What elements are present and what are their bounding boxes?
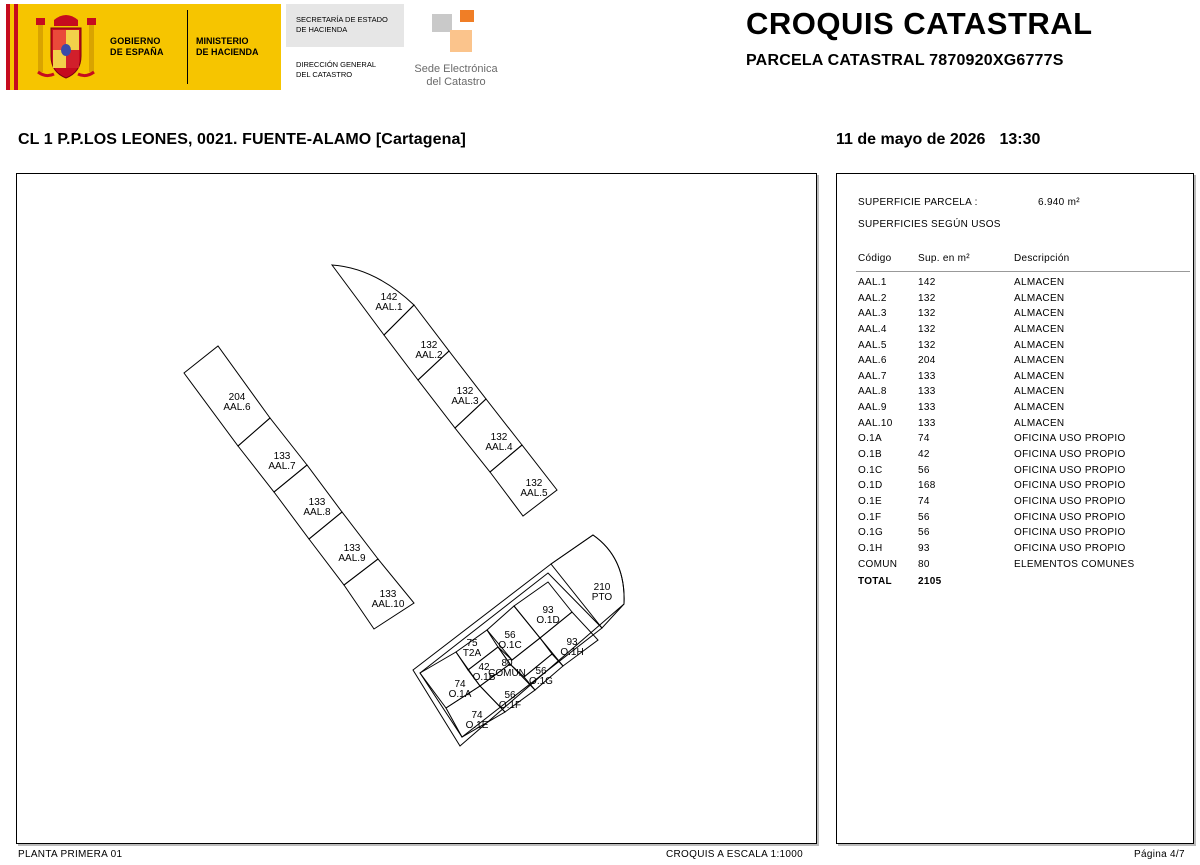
map-label-area: 56 bbox=[504, 690, 516, 701]
cell-sup: 42 bbox=[918, 449, 930, 461]
map-label-area: 74 bbox=[471, 710, 483, 721]
cell-desc: OFICINA USO PROPIO bbox=[1014, 495, 1126, 507]
parcel-aal-4 bbox=[455, 399, 522, 472]
map-label-code: O.1B bbox=[472, 672, 496, 683]
cell-desc: ALMACEN bbox=[1014, 402, 1065, 414]
cell-codigo: AAL.8 bbox=[858, 386, 887, 398]
cell-desc: ALMACEN bbox=[1014, 292, 1065, 304]
map-label-area: 142 bbox=[380, 292, 398, 303]
cell-sup: 142 bbox=[918, 277, 936, 288]
map-label-code: PTO bbox=[591, 592, 613, 603]
map-label-code: AAL.8 bbox=[303, 507, 331, 518]
map-label-area: 132 bbox=[490, 432, 508, 443]
date-time bbox=[836, 131, 1040, 149]
map-label-area: 133 bbox=[343, 543, 361, 554]
table-row bbox=[858, 478, 1188, 494]
cell-sup: 168 bbox=[918, 480, 936, 492]
map-label-area: 42 bbox=[478, 662, 490, 673]
direccion-text: DIRECCIÓN GENERAL DEL CATASTRO bbox=[296, 60, 377, 79]
cell-codigo: AAL.6 bbox=[858, 355, 887, 367]
cell-sup: 133 bbox=[918, 370, 936, 382]
cell-desc: OFICINA USO PROPIO bbox=[1014, 542, 1126, 554]
cell-desc: OFICINA USO PROPIO bbox=[1014, 527, 1126, 539]
gobierno-text: GOBIERNO DE ESPAÑA bbox=[110, 36, 164, 57]
map-label-code: O.1A bbox=[448, 689, 472, 700]
map-label-area: 80 bbox=[501, 658, 513, 669]
total-row bbox=[858, 576, 1188, 587]
table-row bbox=[858, 447, 1188, 463]
cell-codigo: O.1F bbox=[858, 511, 882, 523]
ministerio-text: MINISTERIO DE HACIENDA bbox=[196, 36, 259, 57]
cell-desc: ALMACEN bbox=[1014, 355, 1065, 367]
cell-codigo: AAL.3 bbox=[858, 308, 887, 320]
table-row bbox=[858, 494, 1188, 510]
cell-desc: ALMACEN bbox=[1014, 277, 1065, 288]
header-divider bbox=[856, 271, 1190, 272]
parcel-aal-7 bbox=[238, 418, 307, 492]
table-row bbox=[858, 322, 1188, 338]
cell-desc: ALMACEN bbox=[1014, 339, 1065, 351]
cell-sup: 132 bbox=[918, 308, 936, 320]
cell-sup: 93 bbox=[918, 542, 930, 554]
map-label-code: O.1H bbox=[560, 647, 584, 658]
map-label-code: O.1E bbox=[465, 720, 489, 731]
cell-desc: ALMACEN bbox=[1014, 370, 1065, 382]
table-row bbox=[858, 384, 1188, 400]
map-label-code: AAL.3 bbox=[451, 396, 479, 407]
parcel-aal-1 bbox=[332, 265, 414, 335]
map-label-code: AAL.6 bbox=[223, 402, 251, 413]
parcel-aal-5 bbox=[490, 445, 557, 516]
table-row bbox=[858, 306, 1188, 322]
map-label-code: COMUN bbox=[488, 668, 526, 679]
map-label-area: 133 bbox=[308, 497, 326, 508]
cell-sup: 132 bbox=[918, 292, 936, 304]
cell-codigo: AAL.5 bbox=[858, 339, 887, 351]
map-label-area: 133 bbox=[379, 589, 397, 600]
cell-desc: OFICINA USO PROPIO bbox=[1014, 464, 1126, 476]
cell-codigo: AAL.10 bbox=[858, 417, 893, 429]
cadastral-sketch bbox=[17, 174, 816, 843]
table-row bbox=[858, 275, 1188, 291]
cell-sup: 80 bbox=[918, 558, 930, 570]
map-label-area: 132 bbox=[456, 386, 474, 397]
page-number: Página 4/7 bbox=[1134, 849, 1185, 860]
cell-sup: 56 bbox=[918, 511, 930, 523]
coat-of-arms-icon bbox=[34, 10, 98, 84]
cell-codigo: O.1H bbox=[858, 542, 883, 554]
sede-catastro-logo-icon bbox=[432, 10, 478, 54]
map-label-code: O.1D bbox=[536, 615, 560, 626]
map-label-area: 75 bbox=[466, 638, 478, 649]
sede-catastro-text: Sede Electrónica del Catastro bbox=[414, 63, 498, 88]
superficie-parcela-value: 6.940 m² bbox=[1038, 197, 1080, 208]
total-value: 2105 bbox=[918, 576, 942, 587]
map-label-area: 56 bbox=[504, 630, 516, 641]
map-label-code: AAL.5 bbox=[520, 488, 548, 499]
cell-desc: OFICINA USO PROPIO bbox=[1014, 480, 1126, 492]
superficie-parcela-label: SUPERFICIE PARCELA : bbox=[858, 197, 978, 208]
cell-sup: 133 bbox=[918, 402, 936, 414]
cell-codigo: O.1E bbox=[858, 495, 882, 507]
cell-sup: 132 bbox=[918, 339, 936, 351]
map-label-code: O.1G bbox=[529, 676, 553, 687]
table-row bbox=[858, 431, 1188, 447]
column-header-superficie: Sup. en m² bbox=[918, 253, 970, 264]
cell-codigo: COMUN bbox=[858, 558, 898, 570]
superficies-usos-label: SUPERFICIES SEGÚN USOS bbox=[858, 219, 1001, 230]
cell-codigo: AAL.7 bbox=[858, 370, 887, 382]
map-label-code: AAL.1 bbox=[375, 302, 403, 313]
table-row bbox=[858, 557, 1188, 573]
parcel-aal-3 bbox=[418, 351, 486, 428]
map-label-code: T2A bbox=[462, 648, 482, 659]
cell-codigo: AAL.9 bbox=[858, 402, 887, 414]
parcel-aal-2 bbox=[384, 305, 449, 380]
table-row bbox=[858, 541, 1188, 557]
parcel-aal-6 bbox=[184, 346, 270, 446]
time: 13:30 bbox=[999, 131, 1041, 148]
cell-sup: 133 bbox=[918, 386, 936, 398]
surface-table-rows bbox=[858, 275, 1188, 572]
table-row bbox=[858, 510, 1188, 526]
cell-sup: 74 bbox=[918, 495, 930, 507]
cell-desc: ALMACEN bbox=[1014, 386, 1065, 398]
map-label-area: 93 bbox=[542, 605, 554, 616]
cell-desc: ALMACEN bbox=[1014, 323, 1065, 335]
flag-strip bbox=[6, 4, 18, 90]
table-row bbox=[858, 416, 1188, 432]
map-label-code: O.1F bbox=[498, 700, 522, 711]
cell-desc: OFICINA USO PROPIO bbox=[1014, 433, 1126, 445]
map-label-code: AAL.4 bbox=[485, 442, 513, 453]
table-row bbox=[858, 525, 1188, 541]
cell-codigo: O.1C bbox=[858, 464, 883, 476]
cell-codigo: AAL.4 bbox=[858, 323, 887, 335]
map-label-area: 210 bbox=[593, 582, 611, 593]
cell-codigo: O.1G bbox=[858, 527, 884, 539]
cell-codigo: O.1A bbox=[858, 433, 882, 445]
table-row bbox=[858, 338, 1188, 354]
cell-codigo: AAL.2 bbox=[858, 292, 887, 304]
map-label-code: AAL.9 bbox=[338, 553, 366, 564]
table-row bbox=[858, 291, 1188, 307]
cell-codigo: O.1D bbox=[858, 480, 883, 492]
cell-desc: OFICINA USO PROPIO bbox=[1014, 449, 1126, 461]
map-label-area: 56 bbox=[535, 666, 547, 677]
cell-desc: ALMACEN bbox=[1014, 308, 1065, 320]
table-row bbox=[858, 353, 1188, 369]
map-label-area: 133 bbox=[273, 451, 291, 462]
map-label-area: 93 bbox=[566, 637, 578, 648]
document-title: CROQUIS CATASTRAL bbox=[746, 6, 1093, 41]
cell-desc: ELEMENTOS COMUNES bbox=[1014, 558, 1135, 570]
map-label-area: 74 bbox=[454, 679, 466, 690]
date: 11 de mayo de 2026 bbox=[836, 131, 986, 148]
address: CL 1 P.P.LOS LEONES, 0021. FUENTE-ALAMO [Cartagena] bbox=[18, 131, 466, 148]
map-label-code: AAL.2 bbox=[415, 350, 443, 361]
scale-label: CROQUIS A ESCALA 1:1000 bbox=[666, 849, 803, 860]
map-label-code: O.1C bbox=[498, 640, 522, 651]
total-label: TOTAL bbox=[858, 576, 892, 587]
map-label-code: AAL.10 bbox=[371, 599, 405, 610]
table-row bbox=[858, 369, 1188, 385]
cell-codigo: O.1B bbox=[858, 449, 882, 461]
parcela-subtitle: PARCELA CATASTRAL 7870920XG6777S bbox=[746, 52, 1064, 69]
map-label-area: 204 bbox=[228, 392, 246, 403]
planta-label: PLANTA PRIMERA 01 bbox=[18, 849, 123, 860]
map-label-code: AAL.7 bbox=[268, 461, 296, 472]
cell-sup: 204 bbox=[918, 355, 936, 367]
table-row bbox=[858, 463, 1188, 479]
cell-sup: 132 bbox=[918, 323, 936, 335]
cell-sup: 74 bbox=[918, 433, 930, 445]
map-label-area: 132 bbox=[420, 340, 438, 351]
logo-divider bbox=[187, 10, 188, 84]
secretaria-text: SECRETARÍA DE ESTADO DE HACIENDA bbox=[296, 15, 388, 34]
column-header-codigo: Código bbox=[858, 253, 892, 264]
cell-desc: ALMACEN bbox=[1014, 417, 1065, 429]
cell-sup: 56 bbox=[918, 464, 930, 476]
cell-sup: 56 bbox=[918, 527, 930, 539]
map-label-area: 132 bbox=[525, 478, 543, 489]
column-header-descripcion: Descripción bbox=[1014, 253, 1070, 264]
cell-sup: 133 bbox=[918, 417, 936, 429]
cell-desc: OFICINA USO PROPIO bbox=[1014, 511, 1126, 523]
cell-codigo: AAL.1 bbox=[858, 277, 887, 288]
table-row bbox=[858, 400, 1188, 416]
